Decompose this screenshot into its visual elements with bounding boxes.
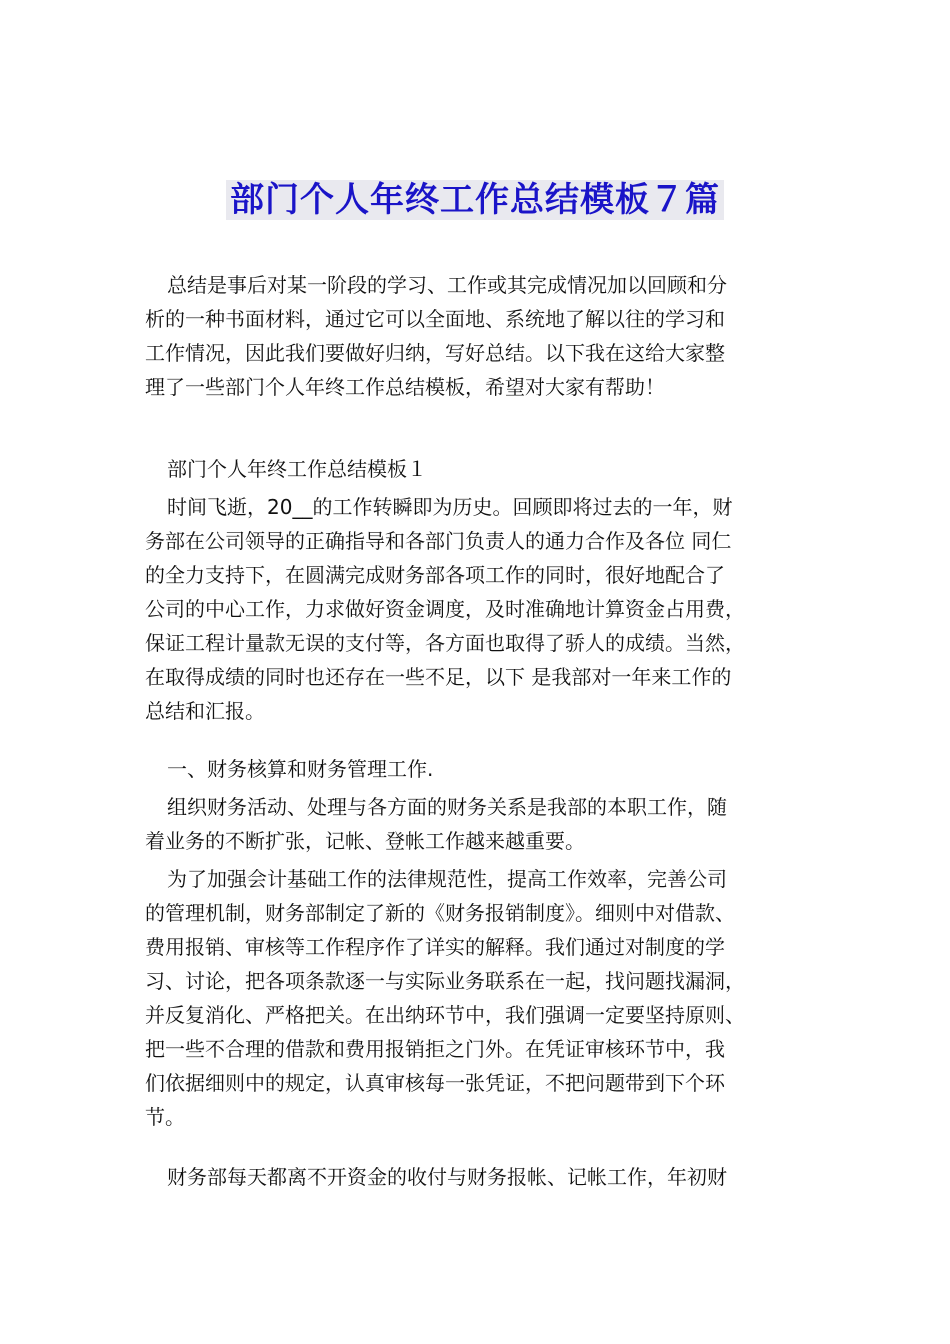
text-line: 时间飞逝，20__的工作转瞬即为历史。回顾即将过去的一年，财	[167, 495, 733, 519]
text-line: 节。	[145, 1105, 185, 1129]
paragraph-4	[145, 1160, 825, 1194]
text-line: 在取得成绩的同时也还存在一些不足，以下 是我部对一年来工作的	[145, 665, 732, 689]
text-line: 的管理机制，财务部制定了新的《财务报销制度》。细则中对借款、	[145, 901, 735, 925]
document-title: 部门个人年终工作总结模板７篇	[0, 172, 950, 228]
intro-paragraph	[145, 268, 825, 404]
paragraph-2	[145, 790, 825, 858]
text-line: 着业务的不断扩张，记帐、登帐工作越来越重要。	[145, 829, 585, 853]
text-line: 公司的中心工作，力求做好资金调度，及时准确地计算资金占用费，	[145, 597, 745, 621]
text-line: 工作情况，因此我们要做好归纳，写好总结。以下我在这给大家整	[145, 341, 725, 365]
text-line: 理了一些部门个人年终工作总结模板，希望对大家有帮助！	[145, 375, 665, 399]
section-heading: 部门个人年终工作总结模板１	[167, 457, 427, 481]
text-line: 的全力支持下，在圆满完成财务部各项工作的同时，很好地配合了	[145, 563, 725, 587]
text-line: 财务部每天都离不开资金的收付与财务报帐、记帐工作，年初财	[167, 1165, 727, 1189]
paragraph-1	[145, 490, 825, 728]
text-line: 组织财务活动、处理与各方面的财务关系是我部的本职工作，随	[167, 795, 727, 819]
text-line: 保证工程计量款无误的支付等，各方面也取得了骄人的成绩。当然，	[145, 631, 745, 655]
text-line: 费用报销、审核等工作程序作了详实的解释。我们通过对制度的学	[145, 935, 725, 959]
text-line: 并反复消化、严格把关。在出纳环节中，我们强调一定要坚持原则、	[145, 1003, 745, 1027]
text-line: 们依据细则中的规定，认真审核每一张凭证，不把问题带到下个环	[145, 1071, 725, 1095]
text-line: 务部在公司领导的正确指导和各部门负责人的通力合作及各位 同仁	[145, 529, 732, 553]
subheading-1: 一、财务核算和财务管理工作.	[167, 757, 434, 781]
text-line: 习、讨论，把各项条款逐一与实际业务联系在一起，找问题找漏洞，	[145, 969, 745, 993]
text-line: 总结是事后对某一阶段的学习、工作或其完成情况加以回顾和分	[167, 273, 727, 297]
text-line: 总结和汇报。	[145, 699, 265, 723]
text-line: 为了加强会计基础工作的法律规范性，提高工作效率，完善公司	[167, 867, 727, 891]
text-line: 析的一种书面材料，通过它可以全面地、系统地了解以往的学习和	[145, 307, 725, 331]
paragraph-3	[145, 862, 825, 1134]
text-line: 把一些不合理的借款和费用报销拒之门外。在凭证审核环节中，我	[145, 1037, 725, 1061]
